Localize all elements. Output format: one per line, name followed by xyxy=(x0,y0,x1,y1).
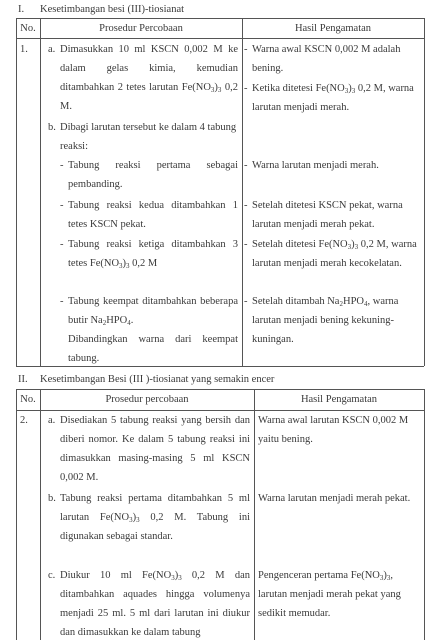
s2-step-a-text: Disediakan 5 tabung reaksi yang bersih dan diberi nomor. Ke dalam 5 tabung reaksi ini dimasukkan masing-masing 5 ml KSCN 0,002 M. xyxy=(60,415,250,483)
s1-result-b1-text: Warna larutan menjadi merah. xyxy=(252,160,379,171)
s2-result-a: Warna awal larutan KSCN 0,002 M yaitu bening. xyxy=(258,415,409,445)
table-1-col-divider-2 xyxy=(242,18,243,366)
table-2-header-hasil: Hasil Pengamatan xyxy=(300,394,378,405)
table-2-header-prosedur: Prosedur percobaan xyxy=(105,394,189,405)
table-1-header-prosedur: Prosedur Percobaan xyxy=(99,23,183,34)
section-1-title xyxy=(18,0,184,19)
table-1-left-border xyxy=(16,18,17,366)
s1-result-b3: - Setelah ditetesi $Fe(NO_3)_3$ 0,2 M, warna larutan menjadi merah kecokelatan. xyxy=(244,235,422,273)
table-2-row-number: 2. xyxy=(20,415,28,426)
s1-step-b xyxy=(48,118,238,156)
table-2-header-no: No. xyxy=(20,394,36,405)
s1-result-a2-text: Ketika ditetesi $Fe(NO_3)_3$ 0,2 M, warna larutan menjadi merah. xyxy=(252,83,414,113)
s1-result-b2-text: Setelah ditetesi KSCN pekat, warna larutan menjadi merah pekat. xyxy=(252,200,403,230)
table-2-left-border xyxy=(16,389,17,640)
table-1-row-number: 1. xyxy=(20,44,28,55)
s1-step-a-text: Dimasukkan 10 ml KSCN 0,002 M ke dalam gelas kimia, kemudian ditambahkan 2 tetes larutan $Fe(NO_3)_3$ 0,2 M. xyxy=(60,44,238,112)
section-1-title-text: Kesetimbangan besi (III)-tiosianat xyxy=(40,4,185,15)
s1-result-a1: - Warna awal KSCN 0,002 M adalah bening. xyxy=(244,40,422,78)
table-2-right-border xyxy=(424,389,425,640)
s2-step-b xyxy=(48,489,250,546)
s2-step-c-text: Diukur 10 ml $Fe(NO_3)_3$ 0,2 M dan ditambahkan aquades hingga volumenya menjadi 25 ml. 5 ml dari larutan ini diukur dan dimasukkan ke dalam tabung xyxy=(60,570,250,638)
s1-subitem-3-text: Tabung reaksi ketiga ditambahkan 3 tetes $Fe(NO_3)_3$ 0,2 M xyxy=(68,239,238,270)
s1-subitem-3: - Tabung reaksi ketiga ditambahkan 3 tetes $Fe(NO_3)_3$ 0,2 M xyxy=(60,235,238,273)
table-1-right-border xyxy=(424,18,425,366)
s1-result-b4: - Setelah ditambah $Na_2HPO_4$, warna larutan menjadi bening kekuning-kuningan. xyxy=(244,292,422,349)
s2-step-b-text: Tabung reaksi pertama ditambahkan 5 ml larutan $Fe(NO_3)_3$ 0,2 M. Tabung ini digunakan sebagai standar. xyxy=(60,493,250,542)
s1-result-b4-text: Setelah ditambah $Na_2HPO_4$, warna larutan menjadi bening kekuning-kuningan. xyxy=(252,296,399,345)
section-1-number: I. xyxy=(18,4,25,15)
s2-result-c: Pengenceran pertama $Fe(NO_3)_3$, larutan menjadi merah pekat yang sedikit memudar. xyxy=(258,570,401,619)
s1-step-b-marker: b. xyxy=(48,122,56,133)
s1-subitem-1-text: Tabung reaksi pertama sebagai pembanding. xyxy=(68,160,238,190)
s1-subitem-2: - Tabung reaksi kedua ditambahkan 1 tetes KSCN pekat. xyxy=(60,196,238,234)
s1-step-b-text: Dibagi larutan tersebut ke dalam 4 tabung reaksi: xyxy=(60,122,237,152)
s2-step-c xyxy=(48,566,250,642)
s1-result-b3-text: Setelah ditetesi $Fe(NO_3)_3$ 0,2 M, warna larutan menjadi merah kecokelatan. xyxy=(252,239,417,269)
s1-subitem-1: - Tabung reaksi pertama sebagai pembanding. xyxy=(60,156,238,194)
s1-result-b2: - Setelah ditetesi KSCN pekat, warna larutan menjadi merah pekat. xyxy=(244,196,422,234)
s2-step-a-marker: a. xyxy=(48,415,56,426)
s1-subitem-4-text: Tabung keempat ditambahkan beberapa butir $Na_2HPO_4$. xyxy=(68,296,238,327)
s2-step-b-marker: b. xyxy=(48,493,56,504)
s1-result-b1: - Warna larutan menjadi merah. xyxy=(244,156,422,175)
s1-step-a xyxy=(48,40,238,116)
s2-step-a xyxy=(48,411,250,487)
table-2-col-divider-2 xyxy=(254,389,255,640)
section-2-title-text: Kesetimbangan Besi (III )-tiosianat yang semakin encer xyxy=(40,374,275,385)
s1-result-a2: - Ketika ditetesi $Fe(NO_3)_3$ 0,2 M, warna larutan menjadi merah. xyxy=(244,79,422,117)
s1-subitem-4: - Tabung keempat ditambahkan beberapa butir $Na_2HPO_4$. xyxy=(60,292,238,330)
table-2-col-divider-1 xyxy=(40,389,41,640)
table-1-header-hasil: Hasil Pengamatan xyxy=(294,23,372,34)
table-1-col-divider-1 xyxy=(40,18,41,366)
s1-step-a-marker: a. xyxy=(48,44,56,55)
section-2-title xyxy=(18,370,274,389)
s1-subitem-2-text: Tabung reaksi kedua ditambahkan 1 tetes KSCN pekat. xyxy=(68,200,238,230)
table-1-header-no: No. xyxy=(20,23,36,34)
s1-result-a1-text: Warna awal KSCN 0,002 M adalah bening. xyxy=(252,44,401,74)
section-2-number: II. xyxy=(18,374,28,385)
s2-result-b: Warna larutan menjadi merah pekat. xyxy=(258,493,411,504)
table-1-header-border xyxy=(16,38,424,39)
s2-step-c-marker: c. xyxy=(48,570,56,581)
s1-closing: Dibandingkan warna dari keempat tabung. xyxy=(68,334,238,364)
